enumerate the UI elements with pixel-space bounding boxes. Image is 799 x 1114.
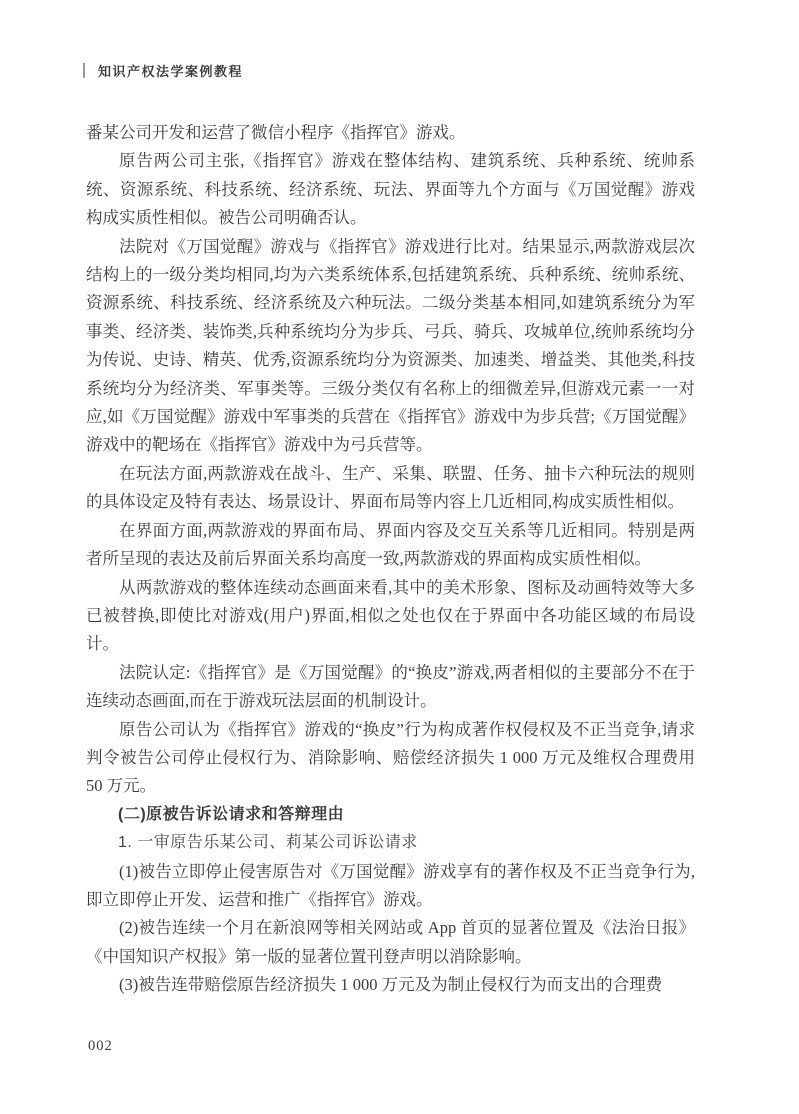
paragraph-gameplay: 在玩法方面,两款游戏在战斗、生产、采集、联盟、任务、抽卡六种玩法的规则的具体设定及特有表达、场景设计、界面布局等内容上几近相同,构成实质性相似。 (86, 463, 695, 512)
book-title: 知识产权法学案例教程 (98, 64, 244, 79)
paragraph-dynamic-frames: 从两款游戏的整体连续动态画面来看,其中的美术形象、图标及动画特效等大多已被替换,即使比对游戏(用户)界面,相似之处也仅在于界面中各功能区域的布局设计。 (86, 577, 695, 654)
paragraph-plaintiff-request: 原告公司认为《指挥官》游戏的“换皮”行为构成著作权侵权及不正当竞争,请求判令被告公司停止侵权行为、消除影响、赔偿经济损失 1 000 万元及维权合理费用 50 万元。 (86, 719, 695, 796)
claim-item-3: (3)被告连带赔偿原告经济损失 1 000 万元及为制止侵权行为而支出的合理费 (119, 975, 663, 995)
claim-item-2: (2)被告连续一个月在新浪网等相关网站或 App 首页的显著位置及《法治日报》《中国知识产权报》第一版的显著位置刊登声明以消除影响。 (86, 918, 695, 966)
header-divider-bar (83, 63, 85, 78)
page-number: 002 (88, 1038, 113, 1054)
running-header (83, 61, 243, 80)
paragraph-court-finding: 法院认定:《指挥官》是《万国觉醒》的“换皮”游戏,两者相似的主要部分不在于连续动态画面,而在于游戏玩法层面的机制设计。 (86, 662, 695, 711)
paragraph-interface: 在界面方面,两款游戏的界面布局、界面内容及交互关系等几近相同。特别是两者所呈现的表达及前后界面关系均高度一致,两款游戏的界面构成实质性相似。 (86, 520, 695, 569)
paragraph-plaintiff-claim: 原告两公司主张,《指挥官》游戏在整体结构、建筑系统、兵种系统、统帅系统、资源系统、科技系统、经济系统、玩法、界面等九个方面与《万国觉醒》游戏构成实质性相似。被告公司明确否认。 (86, 151, 695, 228)
subsection-heading: 1. 一审原告乐某公司、莉某公司诉讼请求 (118, 834, 418, 852)
page-body-text (86, 119, 695, 1000)
paragraph-continuation: 番某公司开发和运营了微信小程序《指挥官》游戏。 (86, 123, 466, 142)
section-heading: (二)原被告诉讼请求和答辩理由 (118, 805, 345, 823)
claim-item-1: (1)被告立即停止侵害原告对《万国觉醒》游戏享有的著作权及不正当竞争行为,即立即停止开发、运营和推广《指挥官》游戏。 (86, 861, 695, 909)
paragraph-court-comparison: 法院对《万国觉醒》游戏与《指挥官》游戏进行比对。结果显示,两款游戏层次结构上的一级分类均相同,均为六类系统体系,包括建筑系统、兵种系统、统帅系统、资源系统、科技系统、经济系统及六种玩法。二级分类基本相同,如建筑系统分为军事类、经济类、装饰类,兵种系统均分为步兵、弓兵、骑兵、攻城单位,统帅系统均分为传说、史诗、精英、优秀,资源系统均分为资源类、加速类、增益类、其他类,科技系统均分为经济类、军事类等。三级分类仅有名称上的细微差异,但游戏元素一一对应,如《万国觉醒》游戏中军事类的兵营在《指挥官》游戏中为步兵营;《万国觉醒》游戏中的靶场在《指挥官》游戏中为弓兵营等。 (86, 236, 695, 455)
